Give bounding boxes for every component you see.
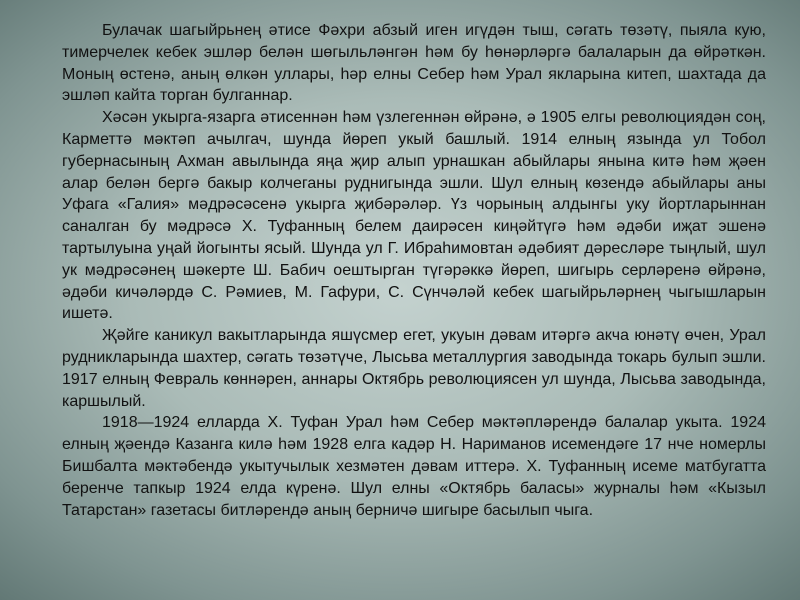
paragraph-3: Җәйге каникул вакытларында яшүсмер егет, укуын дәвам итәргә акча юнәтү өчен, Урал рудникларында шахтер, сәгать төзәтүче, Лысьва металлургия заводында токарь булып эшли. 1917 елның Февраль көннәрен, аннары Октябрь революциясен ул шунда, Лысьва заводында, каршылый. (62, 327, 766, 410)
paragraph-2: Хәсән укырга-язарга әтисеннән һәм үзлегеннән өйрәнә, ә 1905 елгы революциядән соң, Карметтә мәктәп ачылгач, шунда йөреп укый башлый. 1914 елның язында ул Тобол губернасының Ахман авылында яңа җир алып урнашкан абыйлары янына китә һәм җәен алар белән бергә бакыр колчеганы руднигында эшли. Шул елның көзендә абыйлары аны Уфага «Галия» мәдрәсәсенә укырга җибәрәләр. Үз чорының алдынгы уку йортларыннан саналган бу мәдрәсә Х. Туфанның белем даирәсен киңәйтүгә һәм әдәби иҗат эшенә тартылуына уңай йогынты ясый. Шунда ул Г. Ибраһимовтан әдәбият дәресләре тыңлый, шул ук мәдрәсәнең шәкерте Ш. Бабич оештырган түгәрәккә йөреп, шигырь серләренә өйрәнә, әдәби кичәләрдә С. Рәмиев, М. Гафури, С. Сүнчәләй кебек шагыйрьләрнең чыгышларын ишетә. (62, 109, 766, 323)
paragraph-4: 1918—1924 елларда Х. Туфан Урал һәм Себер мәктәпләрендә балалар укыта. 1924 елның җәендә Казанга килә һәм 1928 елга кадәр Н. Нариманов исемендәге 17 нче номерлы Бишбалта мәктәбендә укытучылык хезмәтен дәвам иттерә. Х. Туфанның исеме матбугатта беренче тапкыр 1924 елда күренә. Шул елны «Октябрь баласы» журналы һәм «Кызыл Татарстан» газетасы битләрендә аның берничә шигыре басылып чыга. (62, 414, 766, 519)
document-text-block (62, 20, 766, 521)
paragraph-1: Булачак шагыйрьнең әтисе Фәхри абзый иген игүдән тыш, сәгать төзәтү, пыяла кую, тимерчелек кебек эшләр белән шөгыльләнгән һәм бу һөнәрләргә балаларын да өйрәткән. Моның өстенә, аның өлкән уллары, һәр елны Себер һәм Урал якларына китеп, шахтада да эшләп кайта торган булганнар. (62, 22, 766, 105)
